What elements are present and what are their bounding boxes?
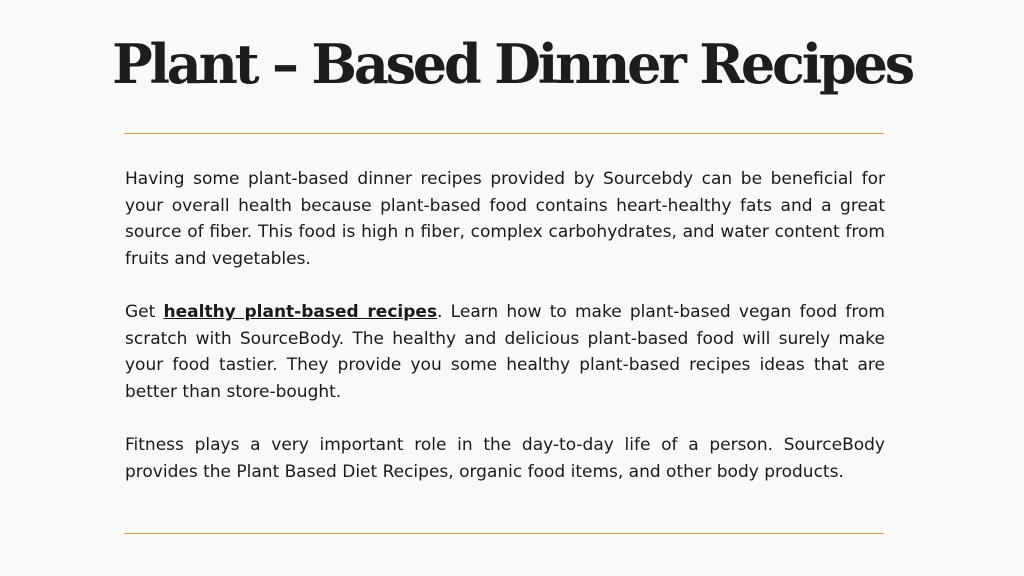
content-body <box>125 166 885 512</box>
paragraph-fitness: Fitness plays a very important role in the day-to-day life of a person. SourceBody provides the Plant Based Diet Recipes, organic food items, and other body products. <box>125 435 885 482</box>
paragraph-recipes-link <box>125 299 885 405</box>
paragraph-prefix: Get <box>125 302 164 322</box>
paragraph-suffix: . Learn how to make plant-based vegan food from scratch with SourceBody. The healthy and delicious plant-based food will surely make your food tastier. They provide you some healthy plant-based recipes ideas that are better than store-bought. <box>125 302 885 402</box>
bottom-divider <box>124 533 884 534</box>
page-title: Plant – Based Dinner Recipes <box>112 32 912 96</box>
top-divider <box>124 133 884 134</box>
healthy-recipes-link[interactable]: healthy plant-based recipes <box>163 302 438 322</box>
paragraph-intro: Having some plant-based dinner recipes provided by Sourcebdy can be beneficial for your overall health because plant-based food contains heart-healthy fats and a great source of fiber. This food is high n fiber, complex carbohydrates, and water content from fruits and vegetables. <box>125 169 885 269</box>
